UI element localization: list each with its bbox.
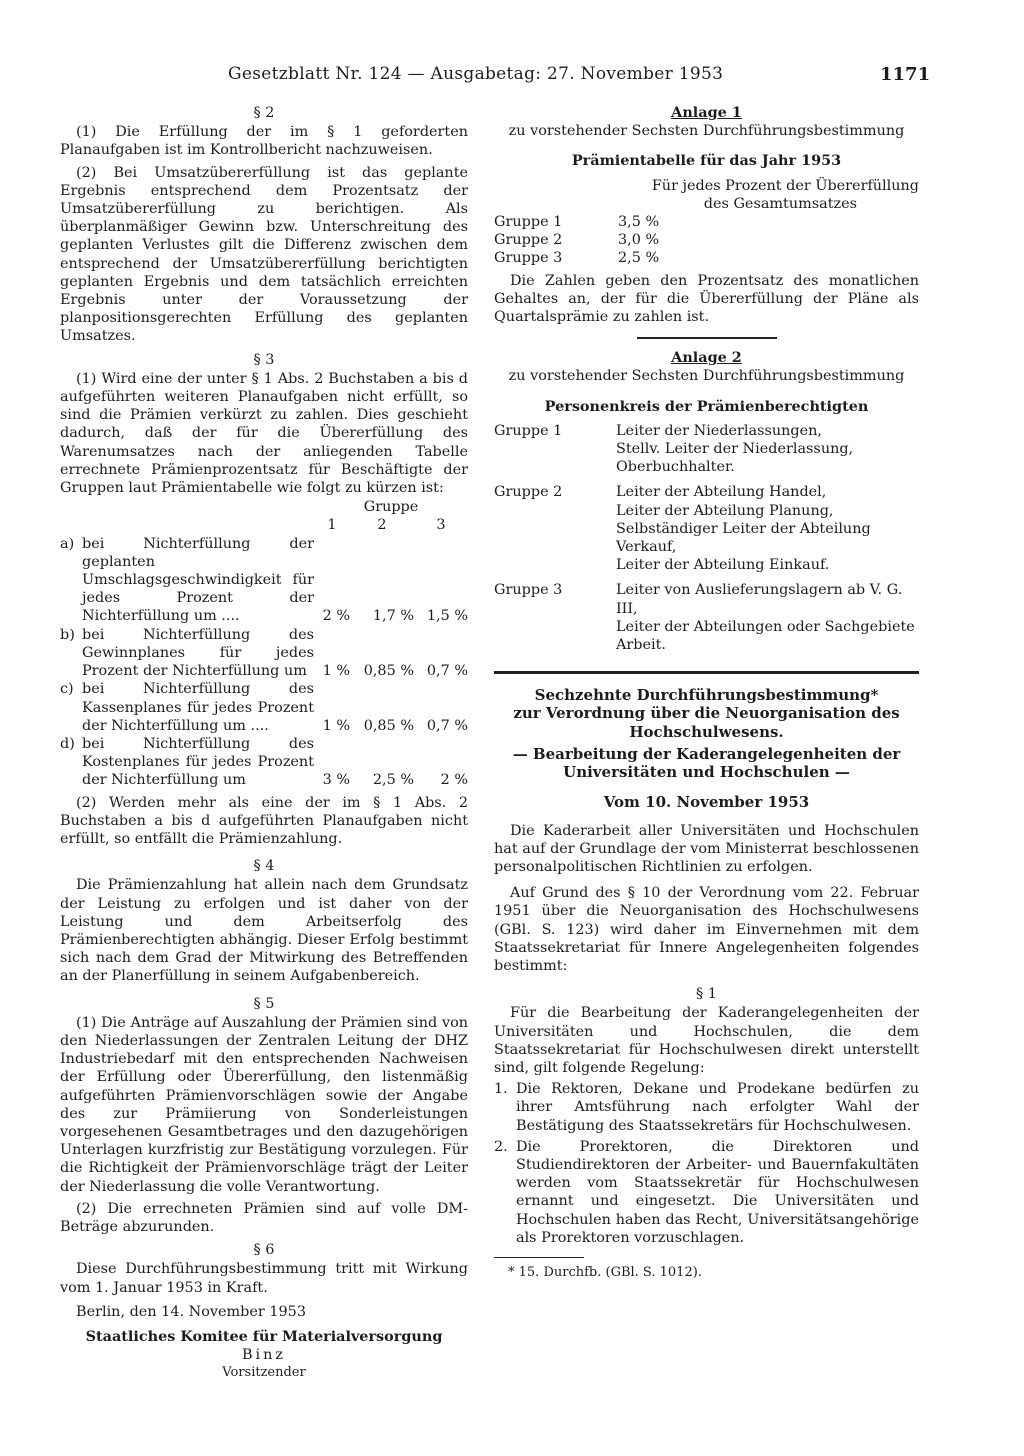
- row-text: bei Nichterfüllung des Kostenplanes für jedes Prozent der Nichterfüllung um: [82, 735, 314, 789]
- section-5-paragraph-1: (1) Die Anträge auf Auszahlung der Prämien sind von den Niederlassungen der Zentralen Leitung der DHZ Industriebedarf mit den entsprechenden Nachweisen der Erfüllung oder Übererfüllung, den listenmäßig aufgeführten Prämienvorschlägen sowie der Angabe des zur Prämiierung von Sonderleistungen vorgesehenen Gesamtbetrages und den dazugehörigen Unterlagen kurzfristig zur Bestätigung vorzulegen. Für die Richtigkeit der Prämienvorschläge trägt der Leiter der Niederlassung die volle Verantwortung.: [60, 1014, 468, 1195]
- group-label: Gruppe 1: [494, 214, 563, 231]
- list-item: [494, 1080, 919, 1135]
- anlage-2-title: Anlage 2: [671, 349, 742, 367]
- person-line: Leiter der Abteilung Handel,: [616, 484, 827, 501]
- table-col-3: 3: [436, 517, 446, 534]
- ordinance-title-2: zur Verordnung über die Neuorganisation des Hochschulwesens.: [513, 704, 900, 741]
- section-3-heading: § 3: [253, 351, 275, 368]
- ordinance-title-1: Sechzehnte Durchführungsbestimmung*: [534, 686, 879, 705]
- list-item-number: 1.: [494, 1081, 508, 1098]
- row-value-2: 0,85 %: [363, 717, 414, 734]
- person-line: Leiter der Abteilung Einkauf.: [616, 557, 830, 574]
- group-rate: 3,5 %: [618, 214, 660, 231]
- group-label: Gruppe 2: [494, 484, 563, 501]
- authority-name: Staatliches Komitee für Materialversorgung: [85, 1328, 443, 1345]
- table-col-2: 2: [377, 517, 387, 534]
- row-value-1: 3 %: [322, 772, 350, 789]
- person-line: Stellv. Leiter der Niederlassung,: [616, 441, 854, 458]
- person-line: Leiter der Abteilung Planung,: [616, 502, 834, 519]
- row-text: bei Nichterfüllung des Gewinnplanes für jedes Prozent der Nichterfüllung um: [82, 626, 314, 680]
- reduction-table: [60, 498, 468, 789]
- signer-role: Vorsitzender: [222, 1365, 306, 1381]
- person-line: Selbständiger Leiter der Abteilung Verkauf,: [616, 520, 871, 556]
- row-value-3: 0,7 %: [426, 717, 468, 734]
- table-row: [60, 735, 468, 790]
- list-item-number: 2.: [494, 1138, 508, 1155]
- section-2-paragraph-2: (2) Bei Umsatzübererfüllung ist das geplante Ergebnis entsprechend dem Prozentsatz der Umsatzübererfüllung zu berichtigen. Als überplanmäßiger Gewinn bzw. Unterschreitung des geplanten Verlustes gilt die Differenz zwischen dem entsprechend der Umsatzübererfüllung berichtigten geplanten Ergebnis und dem tatsächlich erreichten Ergebnis unter der Voraussetzung der planpositionsgerechten Erfüllung des geplanten Umsatzes.: [60, 164, 468, 345]
- ordinance-paragraph-2: Auf Grund des § 10 der Verordnung vom 22. Februar 1951 über die Neuorganisation des Hochschulwesens (GBl. S. 123) wird daher im Einvernehmen mit dem Staatssekretariat für Innere Angelegenheiten folgendes bestimmt:: [494, 885, 919, 974]
- row-value-2: 0,85 %: [363, 663, 414, 680]
- row-value-3: 2 %: [440, 772, 468, 789]
- praemien-column-head-2: des Gesamtumsatzes: [703, 195, 857, 212]
- section-5-heading: § 5: [253, 995, 275, 1012]
- list-item-text: Die Rektoren, Dekane und Prodekane bedürfen zu ihrer Amtsführung nach erfolgter Wahl der Bestätigung des Staatssekretärs für Hochschulwesen.: [516, 1081, 919, 1134]
- section-5-paragraph-2: (2) Die errechneten Prämien sind auf volle DM-Beträge abzurunden.: [60, 1200, 468, 1235]
- praemien-table-title: Prämientabelle für das Jahr 1953: [571, 152, 842, 170]
- row-label: c): [60, 681, 74, 698]
- row-value-1: 1 %: [322, 663, 350, 680]
- page-number: 1171: [880, 64, 931, 85]
- person-line: Leiter der Niederlassungen,: [616, 422, 822, 439]
- praemien-table: [494, 213, 919, 268]
- group-label: Gruppe 3: [494, 582, 563, 599]
- person-line: Leiter der Abteilungen oder Sachgebiete Arbeit.: [616, 618, 915, 654]
- ordinance-title-3: — Bearbeitung der Kaderangelegenheiten der Universitäten und Hochschulen —: [512, 744, 901, 782]
- row-label: a): [60, 535, 75, 552]
- section-4-paragraph-1: Die Prämienzahlung hat allein nach dem Grundsatz der Leistung zu erfolgen und ist daher von der Leistung und dem Arbeitserfolg des Prämienberechtigten abhängig. Dieser Erfolg bestimmt sich nach dem Grad der Mitwirkung des Betreffenden an der Planerfüllung in seinem Aufgabenbereich.: [60, 877, 468, 985]
- ordinance-list: [494, 1080, 919, 1247]
- table-group-label: Gruppe: [363, 499, 419, 516]
- group-label: Gruppe 2: [494, 232, 563, 249]
- praemien-column-head-1: Für jedes Prozent der Übererfüllung: [651, 177, 919, 194]
- row-value-2: 2,5 %: [372, 772, 414, 789]
- ordinance-date: Vom 10. November 1953: [603, 793, 810, 812]
- right-column: [494, 104, 919, 1282]
- section-6-paragraph-1: Diese Durchführungsbestimmung tritt mit Wirkung vom 1. Januar 1953 in Kraft.: [60, 1261, 468, 1296]
- row-value-3: 0,7 %: [426, 663, 468, 680]
- row-value-1: 2 %: [322, 608, 350, 625]
- group-rate: 2,5 %: [618, 250, 660, 267]
- anlage-1-subtitle: zu vorstehender Sechsten Durchführungsbestimmung: [508, 123, 905, 140]
- table-row: [60, 680, 468, 735]
- list-item-text: Die Prorektoren, die Direktoren und Studiendirektoren der Arbeiter- und Bauernfakultäten werden vom Staatssekretär für Hochschulwesen ernannt und eingesetzt. Die Universitäten und Hochschulen haben das Recht, Universitätsangehörige als Prorektoren vorzuschlagen.: [516, 1138, 919, 1246]
- row-label: d): [60, 735, 75, 752]
- anlage-1-title: Anlage 1: [671, 104, 742, 121]
- table-row: [494, 581, 919, 661]
- row-text: bei Nichterfüllung der geplanten Umschlagsgeschwindigkeit für jedes Prozent der Nichterfüllung um ....: [82, 535, 314, 625]
- group-label: Gruppe 1: [494, 422, 563, 439]
- praemien-note: Die Zahlen geben den Prozentsatz des monatlichen Gehaltes an, der für die Übererfüllung der Pläne als Quartalsprämie zu zahlen ist.: [494, 272, 919, 326]
- anlage-2-subtitle: zu vorstehender Sechsten Durchführungsbestimmung: [508, 368, 905, 385]
- row-value-1: 1 %: [322, 717, 350, 734]
- list-item: [494, 1138, 919, 1247]
- table-row: [494, 249, 919, 267]
- left-column: [60, 104, 468, 1383]
- group-label: Gruppe 3: [494, 250, 563, 267]
- ordinance-section-1-paragraph: Für die Bearbeitung der Kaderangelegenheiten der Universitäten und Hochschulen, die dem Staatssekretariat für Hochschulwesen direkt unterstellt sind, gilt folgende Regelung:: [494, 1005, 919, 1076]
- person-line: Oberbuchhalter.: [616, 459, 735, 476]
- person-line: Leiter von Auslieferungslagern ab V. G. III,: [616, 582, 903, 617]
- group-rate: 3,0 %: [618, 232, 660, 249]
- table-row: [60, 626, 468, 681]
- table-row: [60, 535, 468, 626]
- row-value-2: 1,7 %: [372, 608, 414, 625]
- section-6-heading: § 6: [253, 1242, 275, 1259]
- ordinance-paragraph-1: Die Kaderarbeit aller Universitäten und Hochschulen hat auf der Grundlage der vom Ministerrat beschlossenen personalpolitischen Richtlinien zu erfolgen.: [494, 822, 919, 875]
- footnote: * 15. Durchfb. (GBl. S. 1012).: [508, 1264, 702, 1280]
- table-row: [494, 213, 919, 231]
- section-2-paragraph-1: (1) Die Erfüllung der im § 1 geforderten Planaufgaben ist im Kontrollbericht nachzuweisen.: [60, 124, 468, 159]
- signer-name: Binz: [241, 1347, 287, 1364]
- table-col-1: 1: [327, 517, 337, 534]
- row-label: b): [60, 626, 75, 643]
- personen-table: [494, 422, 919, 661]
- divider: [637, 337, 777, 339]
- section-3-paragraph-2: (2) Werden mehr als eine der im § 1 Abs. 2 Buchstaben a bis d aufgeführten Planaufgaben nicht erfüllt, so entfällt die Prämienzahlung.: [60, 794, 468, 847]
- page-header: Gesetzblatt Nr. 124 — Ausgabetag: 27. November 1953: [228, 64, 724, 84]
- table-row: [494, 483, 919, 581]
- table-row: [494, 422, 919, 484]
- table-row: [494, 231, 919, 249]
- row-text: bei Nichterfüllung des Kassenplanes für jedes Prozent der Nichterfüllung um ....: [82, 681, 314, 734]
- personen-title: Personenkreis der Prämienberechtigten: [544, 397, 869, 415]
- ordinance-section-1-heading: § 1: [696, 986, 717, 1003]
- row-value-3: 1,5 %: [426, 608, 468, 625]
- footnote-divider: [494, 1257, 584, 1258]
- section-4-heading: § 4: [253, 858, 275, 875]
- place-and-date: Berlin, den 14. November 1953: [76, 1303, 306, 1320]
- section-divider: [494, 671, 919, 674]
- section-3-paragraph-1: (1) Wird eine der unter § 1 Abs. 2 Buchstaben a bis d aufgeführten weiteren Planaufgaben nicht erfüllt, so sind die Prämien verkürzt zu zahlen. Dies geschieht dadurch, daß der für die Übererfüllung des Warenumsatzes nach der anliegenden Tabelle errechnete Prämienprozentsatz für Beschäftigte der Gruppen laut Prämientabelle wie folgt zu kürzen ist:: [60, 370, 468, 497]
- section-2-heading: § 2: [253, 105, 275, 121]
